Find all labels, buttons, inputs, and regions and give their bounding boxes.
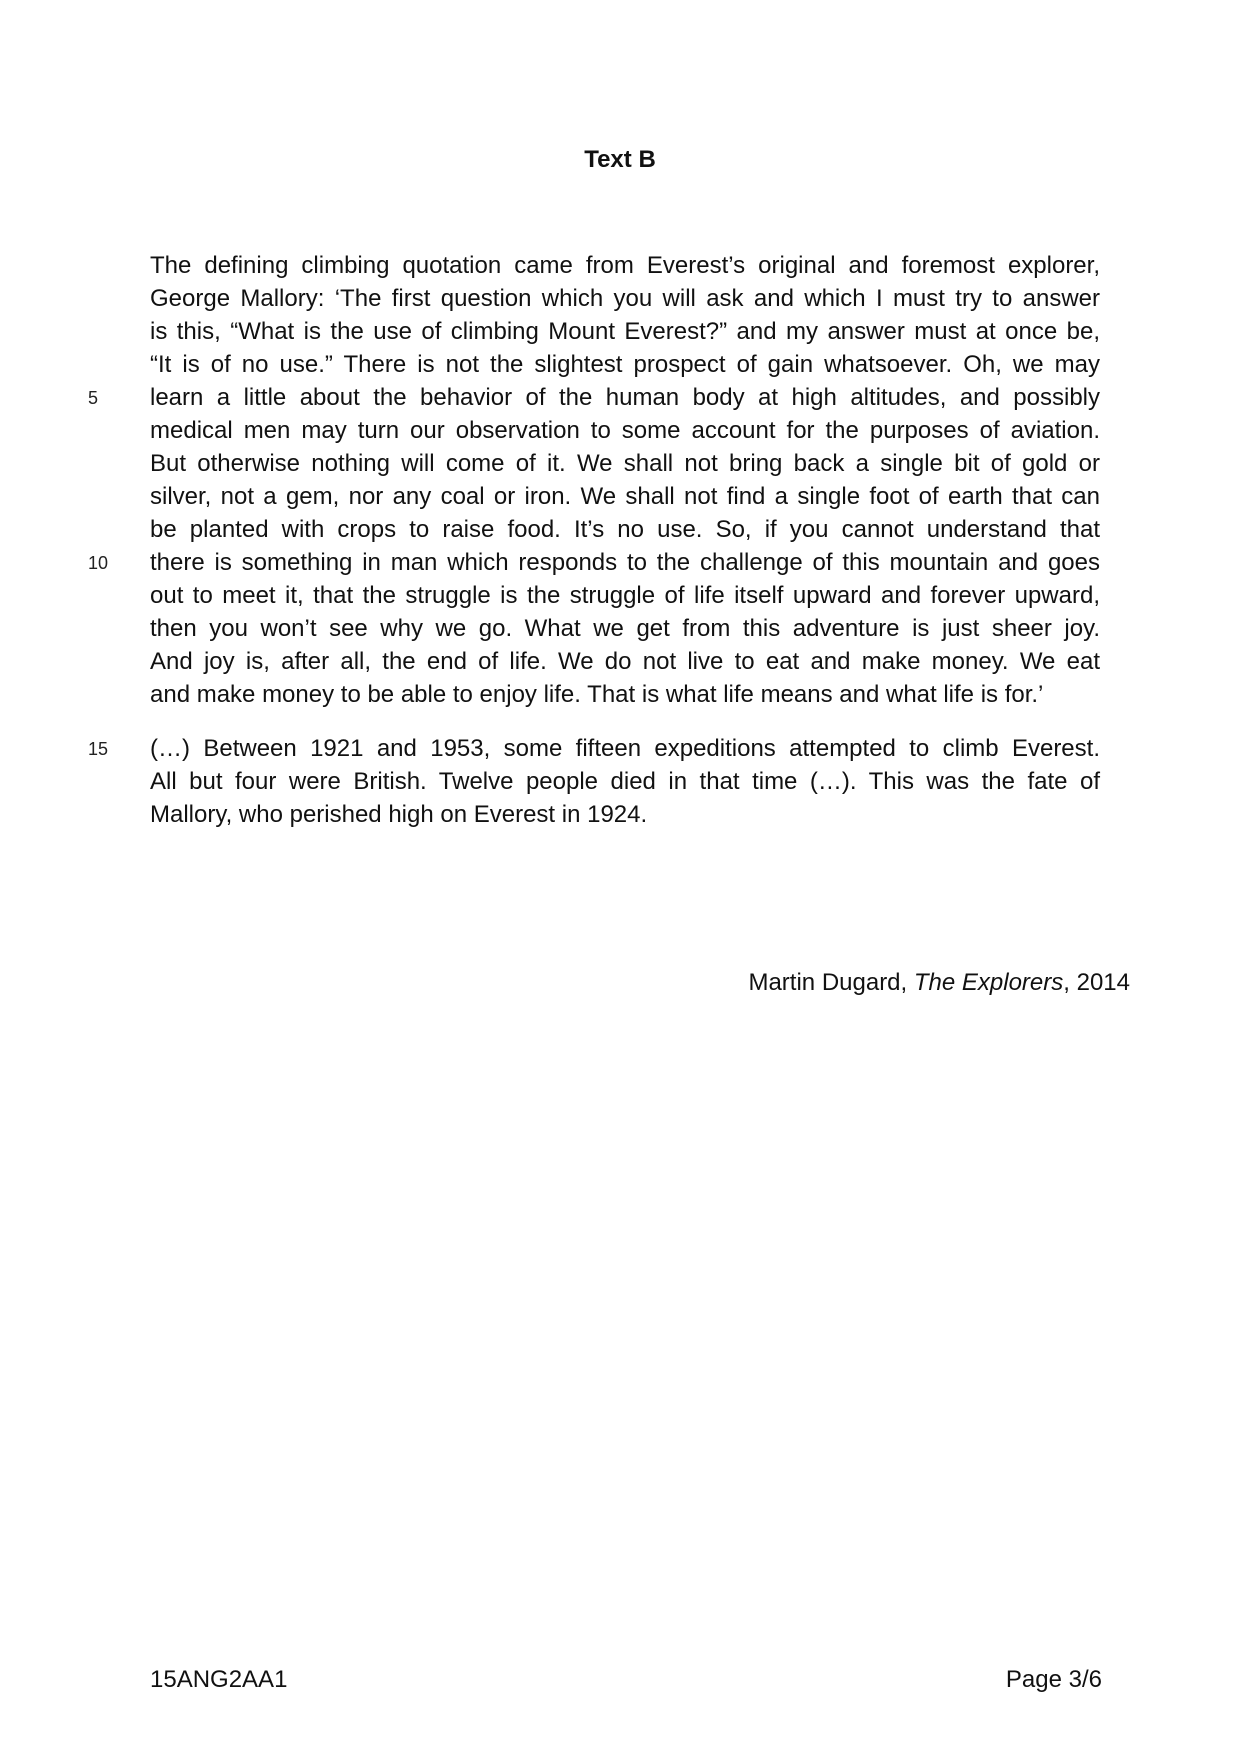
passage-line: silver, not a gem, nor any coal or iron. We shall not find a single foot of earth that can — [150, 483, 1100, 510]
passage-line: then you won’t see why we go. What we get from this adventure is just sheer joy. — [150, 615, 1100, 642]
source-work-title: The Explorers — [913, 969, 1064, 996]
passage-line: “It is of no use.” There is not the slightest prospect of gain whatsoever. Oh, we may — [150, 351, 1100, 378]
page-number: Page 3/6 — [1005, 1666, 1102, 1693]
line-number: 15 — [88, 739, 109, 759]
passage-line: is this, “What is the use of climbing Mount Everest?” and my answer must at once be, — [150, 318, 1100, 345]
source-year: , 2014 — [1063, 969, 1130, 996]
source-citation — [748, 968, 1130, 998]
passage-line: George Mallory: ‘The first question which you will ask and which I must try to answer — [150, 285, 1100, 312]
source-author: Martin Dugard, — [748, 969, 914, 996]
passage-line: learn a little about the behavior of the human body at high altitudes, and possibly — [150, 384, 1100, 411]
exam-code: 15ANG2AA1 — [150, 1666, 288, 1693]
passage-line: The defining climbing quotation came from Everest’s original and foremost explorer, — [150, 252, 1100, 279]
passage-line: be planted with crops to raise food. It’s no use. So, if you cannot understand that — [150, 516, 1100, 543]
passage-line: All but four were British. Twelve people died in that time (…). This was the fate of — [150, 768, 1100, 795]
passage-line: (…) Between 1921 and 1953, some fifteen expeditions attempted to climb Everest. — [150, 735, 1100, 762]
passage-line: And joy is, after all, the end of life. We do not live to eat and make money. We eat — [150, 648, 1100, 675]
text-title: Text B — [584, 146, 656, 173]
passage-line: medical men may turn our observation to some account for the purposes of aviation. — [150, 417, 1100, 444]
passage-line: and make money to be able to enjoy life. That is what life means and what life is for.’ — [150, 681, 1044, 708]
line-number: 5 — [88, 388, 99, 408]
line-number: 10 — [88, 553, 109, 573]
passage-line: there is something in man which responds to the challenge of this mountain and goes — [150, 549, 1100, 576]
passage-line: out to meet it, that the struggle is the struggle of life itself upward and forever upward, — [150, 582, 1100, 609]
passage-line: Mallory, who perished high on Everest in 1924. — [150, 801, 648, 828]
passage-line: But otherwise nothing will come of it. We shall not bring back a single bit of gold or — [150, 450, 1100, 477]
